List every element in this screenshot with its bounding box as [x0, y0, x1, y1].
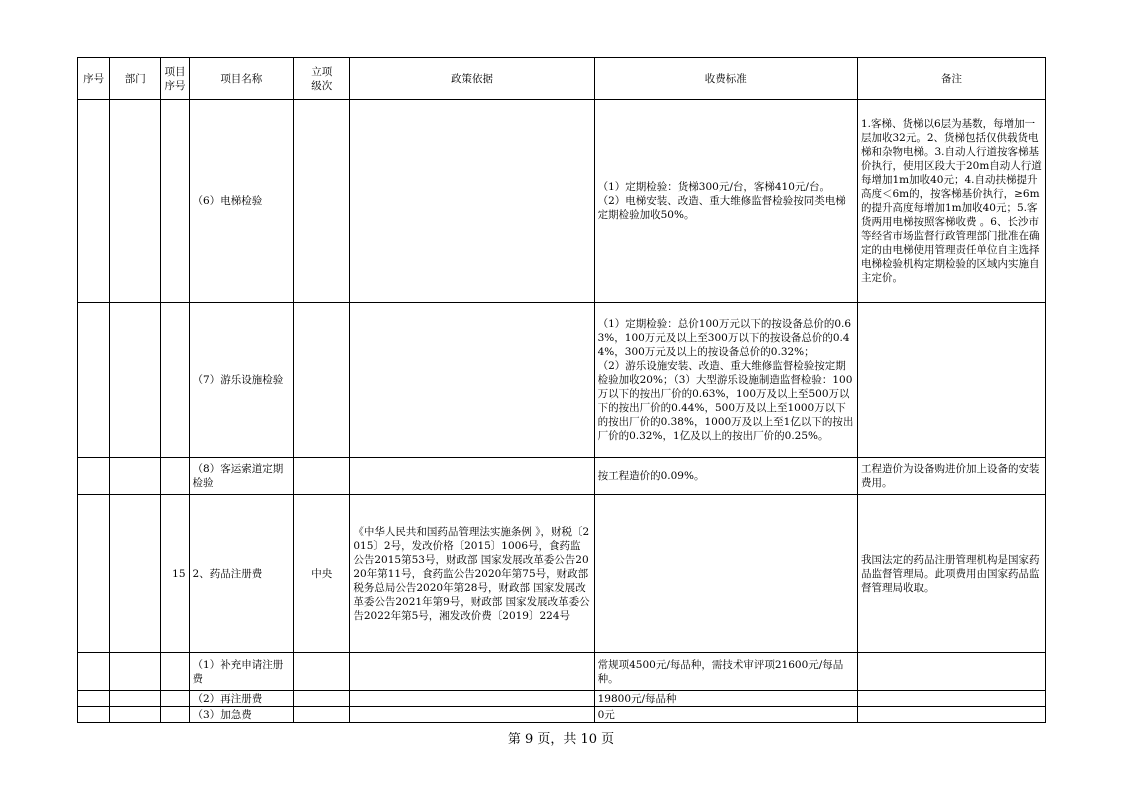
cell-policy [350, 653, 594, 691]
cell-item-seq [161, 691, 189, 707]
cell-level [294, 707, 350, 723]
cell-dept [110, 653, 161, 691]
cell-policy [350, 303, 594, 458]
cell-seq [78, 691, 110, 707]
cell-item-seq [161, 458, 189, 495]
cell-dept [110, 303, 161, 458]
cell-policy [350, 707, 594, 723]
header-row [78, 58, 1046, 100]
cell-standard: （1）定期检验：货梯300元/台，客梯410元/台。 （2）电梯安装、改造、重大维修监督检验按同类电梯定期检验加收50%。 [594, 100, 857, 303]
cell-seq [78, 653, 110, 691]
cell-level [294, 653, 350, 691]
cell-policy: 《中华人民共和国药品管理法实施条例 》，财税〔2015〕2号，发改价格〔2015〕1006号，食药监公告2015第53号，财政部 国家发展改革委公告2020年第11号，食药监公告2020年第75号，财政部 税务总局公告2020年第28号，财政部 国家发展改革委公告2021年第9号，财政部 国家发展改革委公告2022年第5号，湘发改价费〔2019〕224号 [350, 495, 594, 653]
cell-remark [857, 653, 1045, 691]
cell-dept [110, 100, 161, 303]
cell-seq [78, 303, 110, 458]
table-row [78, 100, 1046, 303]
cell-remark: 工程造价为设备购进价加上设备的安装费用。 [857, 458, 1045, 495]
cell-seq [78, 458, 110, 495]
header-policy: 政策依据 [350, 58, 594, 100]
cell-standard: （1）定期检验：总价100万元以下的按设备总价的0.63%，100万元及以上至300万以下的按设备总价的0.44%，300万元及以上的按设备总价的0.32%； （2）游乐设施安装、改造、重大维修监督检验按定期检验加收20%；（3）大型游乐设施制造监督检验：100万以下的按出厂价的0.63%，100万及以上至500万以下的按出厂价的0.44%，500万及以上至1000万以下的按出厂价的0.38%，1000万及以上至1亿以下的按出厂价的0.32%，1亿及以上的按出厂价的0.25%。 [594, 303, 857, 458]
cell-seq [78, 100, 110, 303]
cell-remark [857, 691, 1045, 707]
page-number: 第 9 页，共 10 页 [507, 732, 615, 747]
cell-item-name: （7）游乐设施检验 [189, 303, 294, 458]
header-remark: 备注 [857, 58, 1045, 100]
cell-dept [110, 707, 161, 723]
cell-seq [78, 707, 110, 723]
cell-item-seq [161, 303, 189, 458]
header-standard: 收费标准 [594, 58, 857, 100]
cell-dept [110, 458, 161, 495]
cell-level [294, 303, 350, 458]
cell-level [294, 100, 350, 303]
table-row [78, 653, 1046, 691]
cell-policy [350, 691, 594, 707]
cell-item-name: （1）补充申请注册费 [189, 653, 294, 691]
cell-standard [594, 495, 857, 653]
header-dept: 部门 [110, 58, 161, 100]
cell-remark: 我国法定的药品注册管理机构是国家药品监督管理局。此项费用由国家药品监督管理局收取。 [857, 495, 1045, 653]
cell-level [294, 691, 350, 707]
cell-standard: 0元 [594, 707, 857, 723]
table-row [78, 303, 1046, 458]
cell-item-name: （6）电梯检验 [189, 100, 294, 303]
table-row [78, 458, 1046, 495]
cell-policy [350, 100, 594, 303]
cell-remark [857, 707, 1045, 723]
cell-item-seq [161, 707, 189, 723]
cell-item-name: （2）再注册费 [189, 691, 294, 707]
table-row [78, 691, 1046, 707]
fee-table [77, 57, 1046, 723]
table-row [78, 707, 1046, 723]
cell-item-name: 2、药品注册费 [189, 495, 294, 653]
cell-item-name: （3）加急费 [189, 707, 294, 723]
cell-item-name: （8）客运索道定期检验 [189, 458, 294, 495]
cell-policy [350, 458, 594, 495]
cell-remark [857, 303, 1045, 458]
table-row [78, 495, 1046, 653]
cell-standard: 19800元/每品种 [594, 691, 857, 707]
cell-standard: 常规项4500元/每品种，需技术审评项21600元/每品种。 [594, 653, 857, 691]
cell-item-seq [161, 653, 189, 691]
cell-item-seq: 15 [161, 495, 189, 653]
header-item-seq: 项目 序号 [161, 58, 189, 100]
cell-level [294, 458, 350, 495]
header-item-name: 项目名称 [189, 58, 294, 100]
cell-dept [110, 495, 161, 653]
header-level: 立项 级次 [294, 58, 350, 100]
cell-item-seq [161, 100, 189, 303]
cell-dept [110, 691, 161, 707]
cell-remark: 1.客梯、货梯以6层为基数，每增加一层加收32元。2、货梯包括仅供载货电梯和杂物电梯。3.自动人行道按客梯基价执行，使用区段大于20m自动人行道每增加1m加收40元；4.自动扶梯提升高度＜6m的，按客梯基价执行，≥6m的提升高度每增加1m加收40元；5.客货两用电梯按照客梯收费 。6、长沙市等经省市场监督行政管理部门批准在确定的由电梯使用管理责任单位自主选择电梯检验机构定期检验的区域内实施自主定价。 [857, 100, 1045, 303]
header-seq: 序号 [78, 58, 110, 100]
cell-seq [78, 495, 110, 653]
cell-level: 中央 [294, 495, 350, 653]
cell-standard: 按工程造价的0.09%。 [594, 458, 857, 495]
